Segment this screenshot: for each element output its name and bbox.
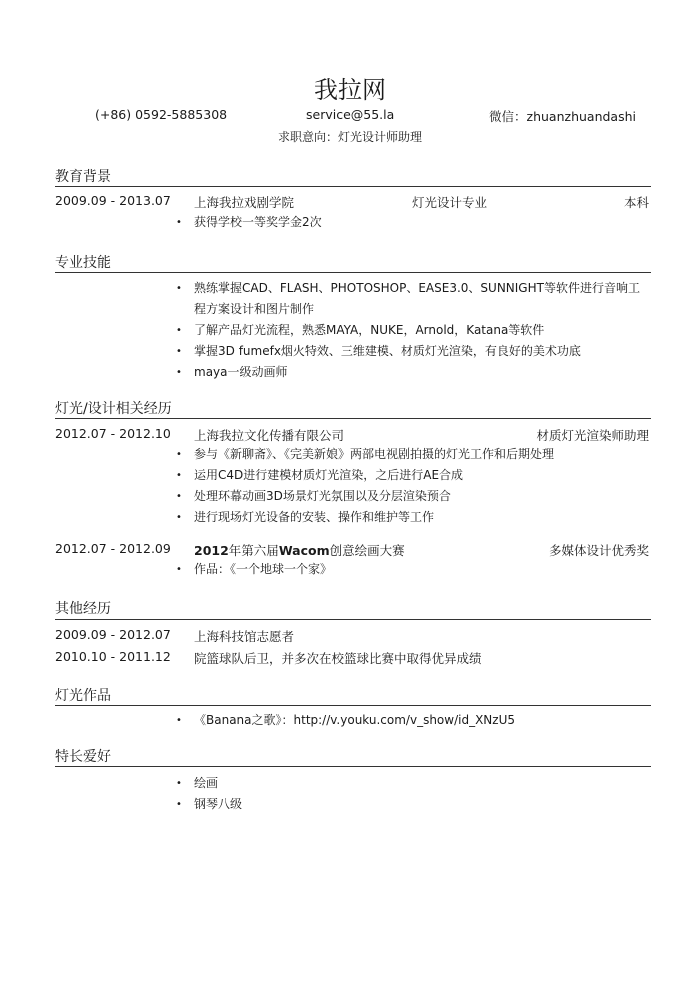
other-date-2: 2010.10 - 2011.12 bbox=[55, 649, 171, 664]
list-item: • 绘画 bbox=[176, 773, 646, 794]
education-date: 2009.09 - 2013.07 bbox=[55, 193, 171, 208]
job2-bullets bbox=[176, 559, 646, 580]
bullet-icon: • bbox=[176, 367, 182, 378]
bullet-icon: • bbox=[176, 715, 182, 726]
email-address: service@55.la bbox=[306, 107, 395, 122]
candidate-name: 我拉网 bbox=[314, 76, 386, 104]
list-item: • maya一级动画师 bbox=[176, 362, 646, 383]
job-objective: 求职意向：灯光设计师助理 bbox=[277, 130, 422, 144]
skills-bullets bbox=[176, 278, 646, 383]
job1-role: 材质灯光渲染师助理 bbox=[536, 428, 649, 443]
list-item: • 熟练掌握CAD、FLASH、PHOTOSHOP、EASE3.0、SUNNIGHT等软件进行音响工程方案设计和图片制作 bbox=[176, 278, 644, 320]
bullet-icon: • bbox=[176, 325, 182, 336]
event-year: 2012 bbox=[194, 543, 229, 558]
section-divider bbox=[55, 272, 651, 273]
section-divider bbox=[55, 705, 651, 706]
education-bullets bbox=[176, 212, 646, 233]
works-bullets bbox=[176, 710, 646, 731]
hobbies-bullets bbox=[176, 773, 646, 815]
section-title-works: 灯光作品 bbox=[55, 688, 111, 704]
bullet-icon: • bbox=[176, 217, 182, 228]
section-divider bbox=[55, 418, 651, 419]
list-item bbox=[176, 710, 646, 731]
job2-award: 多媒体设计优秀奖 bbox=[548, 543, 649, 558]
works-link: 《Banana之歌》：http://v.youku.com/v_show/id_XNzU5 bbox=[194, 713, 515, 727]
education-school: 上海我拉戏剧学院 bbox=[194, 195, 295, 210]
bullet-icon: • bbox=[176, 346, 182, 357]
bullet-icon: • bbox=[176, 778, 182, 789]
bullet-icon: • bbox=[176, 449, 182, 460]
event-brand: Wacom bbox=[278, 543, 330, 558]
section-title-education: 教育背景 bbox=[55, 169, 111, 185]
list-item: • 运用C4D进行建模材质灯光渲染，之后进行AE合成 bbox=[176, 465, 646, 486]
bullet-icon: • bbox=[176, 283, 182, 294]
phone-number: (+86) 0592-5885308 bbox=[95, 107, 228, 122]
other-text-2: 院篮球队后卫，并多次在校篮球比赛中取得优异成绩 bbox=[194, 651, 482, 666]
job2-event bbox=[194, 541, 405, 559]
bullet-icon: • bbox=[176, 512, 182, 523]
other-text-1: 上海科技馆志愿者 bbox=[194, 629, 295, 644]
list-item: • 获得学校一等奖学金2次 bbox=[176, 212, 646, 233]
event-edition: 年第六届 bbox=[228, 543, 279, 558]
bullet-icon: • bbox=[176, 564, 182, 575]
section-title-skills: 专业技能 bbox=[55, 255, 111, 271]
education-major: 灯光设计专业 bbox=[412, 195, 488, 210]
list-item: • 作品：《一个地球一个家》 bbox=[176, 559, 646, 580]
list-item: • 掌握3D fumefx烟火特效、三维建模、材质灯光渲染，有良好的美术功底 bbox=[176, 341, 646, 362]
section-title-other: 其他经历 bbox=[55, 601, 111, 617]
list-item: • 钢琴八级 bbox=[176, 794, 646, 815]
event-name: 创意绘画大赛 bbox=[329, 543, 405, 558]
bullet-icon: • bbox=[176, 470, 182, 481]
job2-date: 2012.07 - 2012.09 bbox=[55, 541, 171, 556]
section-divider bbox=[55, 766, 651, 767]
job1-bullets bbox=[176, 444, 646, 528]
list-item: • 进行现场灯光设备的安装、操作和维护等工作 bbox=[176, 507, 646, 528]
other-date-1: 2009.09 - 2012.07 bbox=[55, 627, 171, 642]
job1-date: 2012.07 - 2012.10 bbox=[55, 426, 171, 441]
education-degree: 本科 bbox=[623, 195, 649, 210]
section-divider bbox=[55, 619, 651, 620]
list-item: • 处理环幕动画3D场景灯光氛围以及分层渲染预合 bbox=[176, 486, 646, 507]
bullet-icon: • bbox=[176, 491, 182, 502]
section-divider bbox=[55, 186, 651, 187]
section-title-hobbies: 特长爱好 bbox=[55, 749, 111, 765]
wechat-id: 微信：zhuanzhuandashi bbox=[489, 109, 636, 124]
bullet-icon: • bbox=[176, 799, 182, 810]
section-title-experience: 灯光/设计相关经历 bbox=[55, 401, 172, 417]
list-item: • 了解产品灯光流程，熟悉MAYA，NUKE，Arnold，Katana等软件 bbox=[176, 320, 646, 341]
list-item: • 参与《新聊斋》、《完美新娘》两部电视剧拍摄的灯光工作和后期处理 bbox=[176, 444, 646, 465]
job1-company: 上海我拉文化传播有限公司 bbox=[194, 428, 345, 443]
